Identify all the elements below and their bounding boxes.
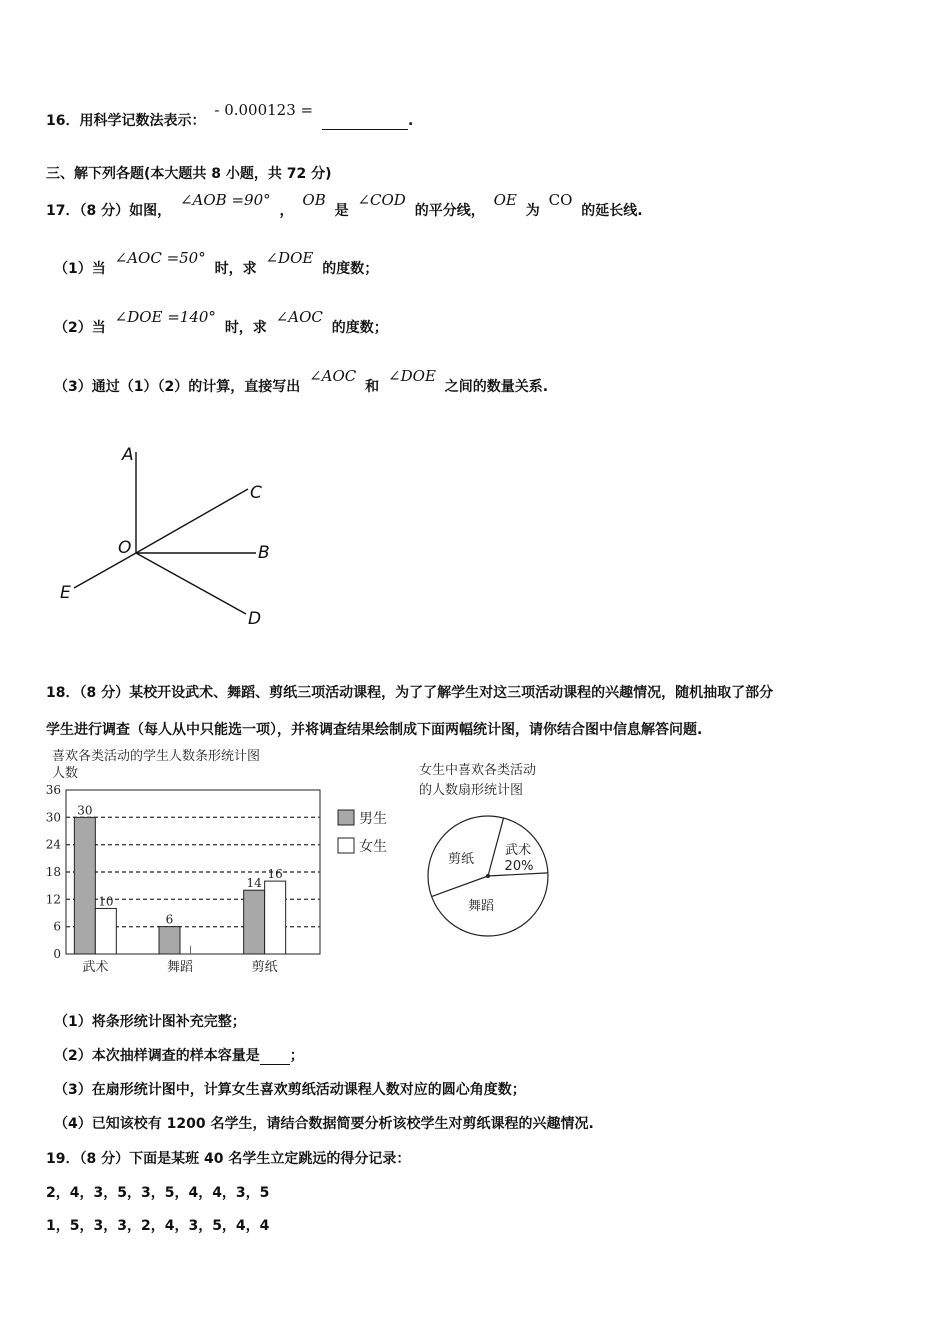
q17-angle-cod: ∠COD [357,191,406,209]
q19-row1: 2，4，3，5，3，5，4，4，3，5 [46,1185,270,1201]
bar-0-0 [74,817,95,954]
pie-chart-title-2: 的人数扇形统计图 [419,783,524,798]
q16-prefix: 16．用科学记数法表示： [46,113,206,129]
q17-text1: ， [279,203,294,219]
q17-p2-a: （2）当 [54,320,106,336]
x-category-label: 剪纸 [251,960,278,975]
q18-line1: 18．（8 分）某校开设武术、舞蹈、剪纸三项活动课程，为了了解学生对这三项活动课程的兴趣情况，随机抽取了部分 [46,685,774,701]
q17-p3-b: 和 [365,379,380,395]
q17-part1 [54,249,379,278]
label-b: B [258,543,270,563]
pie-chart [415,758,575,938]
q17-p3-math2: ∠DOE [388,367,436,385]
y-tick-label: 0 [53,947,61,961]
q17-p3-c: 之间的数量关系. [444,379,549,395]
section-3-title: 三、解下列各题(本大题共 8 小题，共 72 分) [46,166,332,182]
q17-p3-math1: ∠AOC [309,367,357,385]
q18-sub2-blank [260,1052,290,1065]
pie-slice-value: 20% [504,859,534,874]
q19-line1: 19．（8 分）下面是某班 40 名学生立定跳远的得分记录： [46,1151,411,1167]
q17-angle-aob: ∠AOB =90° [179,191,271,209]
ray-od [136,553,246,614]
q17-stem [46,191,643,220]
q19-row2: 1，5，3，3，2，4，3，5，4，4 [46,1218,270,1234]
label-d: D [248,609,262,629]
q17-p1-c: 的度数； [322,261,379,277]
q17-p1-b: 时，求 [214,261,257,277]
bar-value-label: 14 [246,876,262,891]
q17-lead: 17．（8 分）如图， [46,203,172,219]
x-category-label: 舞蹈 [166,960,194,975]
pie-slice-label: 舞蹈 [467,899,495,914]
y-tick-label: 18 [45,865,61,879]
bar-0-1 [159,927,180,954]
y-tick-label: 6 [53,919,61,934]
q17-p1-a: （1）当 [54,261,106,277]
pie-center [486,874,490,878]
bar-chart-ylabel: 人数 [52,766,79,781]
ray-oc [136,489,248,553]
q18-sub2-text: （2）本次抽样调查的样本容量是 [54,1048,260,1064]
q18-sub2 [54,1045,304,1065]
bar-1-2 [265,881,286,954]
q18-sub4: （4）已知该校有 1200 名学生，请结合数据简要分析该校学生对剪纸课程的兴趣情况. [54,1116,594,1132]
y-tick-label: 24 [45,837,61,852]
label-o: O [118,538,132,558]
q17-text2: 是 [334,203,349,219]
bar-value-label: 16 [267,867,283,882]
q17-co: CO [548,191,573,209]
q17-text3: 的平分线， [414,203,485,219]
q17-ob: OB [302,191,326,209]
x-category-label: 武术 [82,960,109,975]
q17-p2-math2: ∠AOC [275,308,323,326]
q18-sub2-end: ； [289,1048,304,1064]
q17-p2-b: 时，求 [224,320,267,336]
legend-swatch [338,810,354,825]
q16-answer-blank [322,115,408,130]
y-tick-label: 30 [45,810,61,825]
q17-part3 [54,367,549,396]
legend-label: 女生 [359,839,387,855]
q17-part2 [54,308,388,337]
q17-p1-math1: ∠AOC =50° [114,249,206,267]
y-tick-label: 12 [45,892,61,907]
ray-oe [74,553,136,588]
legend-label: 男生 [359,811,387,827]
label-a: A [122,445,134,465]
q17-oe: OE [493,191,517,209]
q18-sub1: （1）将条形统计图补充完整； [54,1014,246,1030]
legend-swatch [338,838,354,853]
q17-text4: 为 [525,203,540,219]
q17-p3-a: （3）通过（1）（2）的计算，直接写出 [54,379,301,395]
q17-p2-c: 的度数； [331,320,388,336]
q18-line2: 学生进行调查（每人从中只能选一项），并将调查结果绘制成下面两幅统计图，请你结合图中信息解答问题. [46,722,703,738]
q17-angle-figure [50,440,290,640]
label-c: C [250,483,262,503]
q17-p1-math2: ∠DOE [265,249,314,267]
q16-line [46,101,414,130]
q17-p2-math1: ∠DOE =140° [114,308,216,326]
pie-slice-label: 剪纸 [447,852,475,867]
y-tick-label: 36 [45,783,61,797]
bar-1-0 [95,908,116,954]
pie-slice-label: 武术 [504,843,532,858]
q18-sub3: （3）在扇形统计图中，计算女生喜欢剪纸活动课程人数对应的圆心角度数； [54,1082,526,1098]
q16-suffix: . [407,113,414,129]
bar-0-2 [244,890,265,954]
bar-chart-title: 喜欢各类活动的学生人数条形统计图 [52,749,261,764]
q16-expression: - 0.000123 = [214,101,314,119]
q17-text5: 的延长线. [581,203,643,219]
bar-value-label: 6 [165,912,174,927]
bar-value-label: 30 [77,803,93,818]
label-e: E [60,583,71,603]
bar-value-label: 10 [98,894,114,909]
bar-chart [40,744,420,984]
pie-chart-title-1: 女生中喜欢各类活动 [419,763,537,778]
